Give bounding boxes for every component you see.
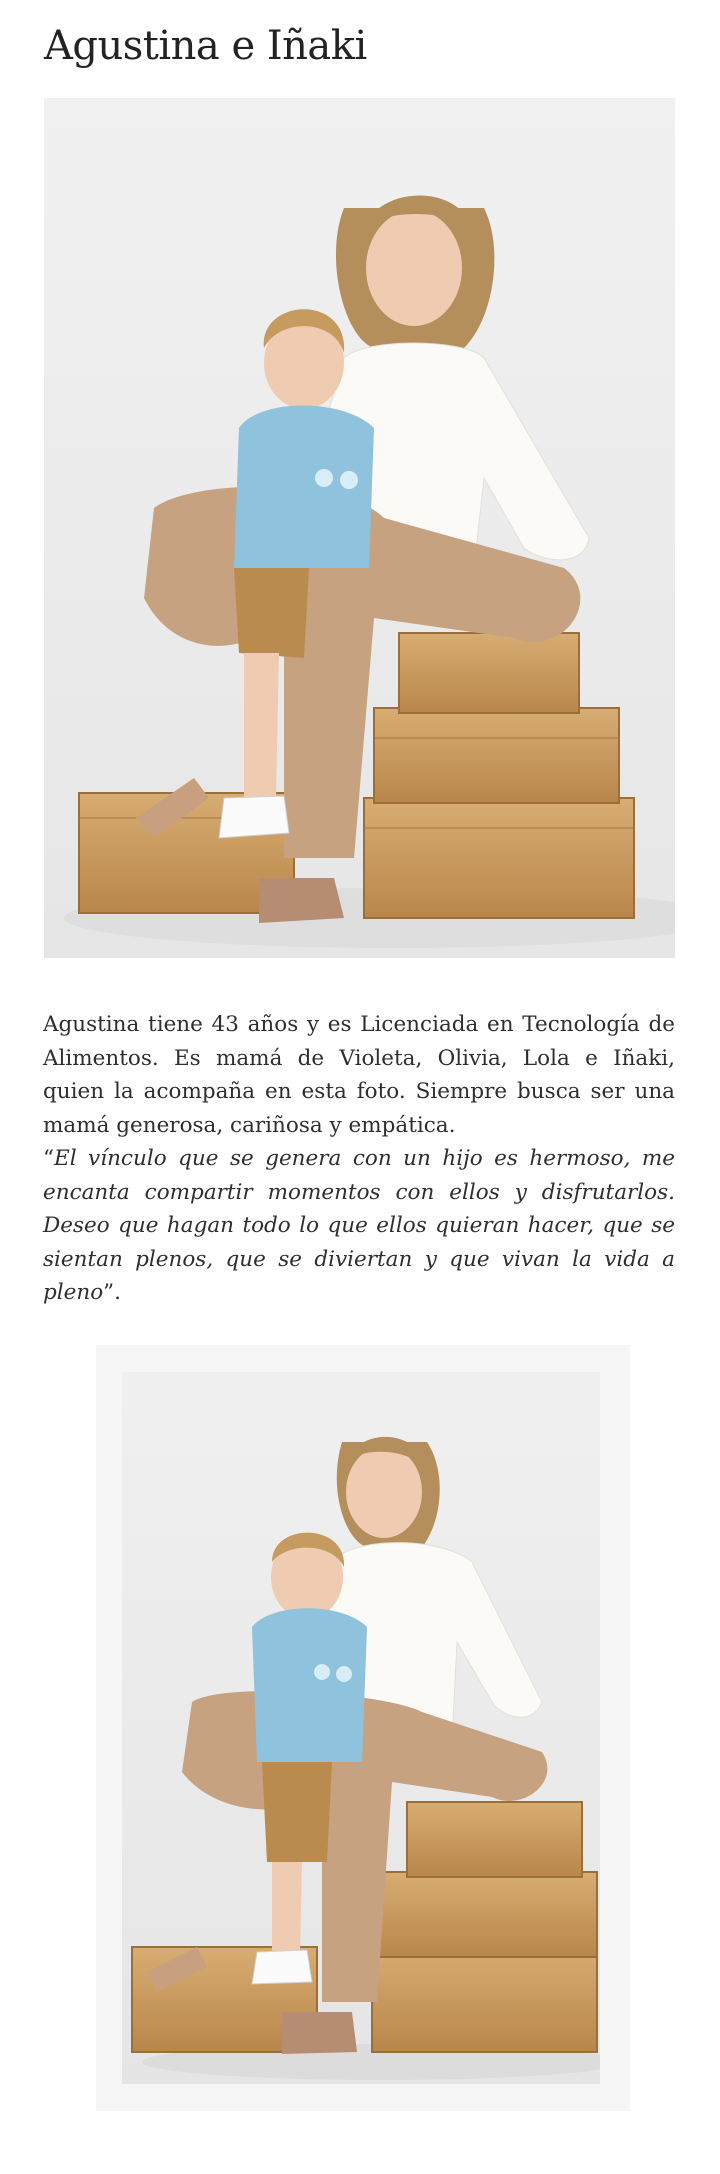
bio-paragraph: Agustina tiene 43 años y es Licenciada en Tecnología de Alimentos. Es mamá de Violeta, Olivia, Lola e Iñaki, quien la acompaña en esta foto. Siempre busca ser una mamá generosa, cariñosa y empática. [43,1012,675,1138]
quote-paragraph [43,1142,675,1310]
article-text [43,1008,675,1310]
quote-close-mark: ”. [103,1280,121,1305]
photo-mother-and-son-hug [122,1372,600,2084]
quote-text: El vínculo que se genera con un hijo es hermoso, me encanta compartir momentos con ellos y disfrutarlos. Deseo que hagan todo lo que ellos quieran hacer, que se sientan plenos, que se diviertan y que vivan la vida a pleno [43,1146,675,1305]
photo-illustration [44,98,675,958]
photo-mother-and-son-seated [44,98,675,958]
photo-illustration-2 [122,1372,600,2084]
page-title: Agustina e Iñaki [44,23,367,69]
quote-open-mark: “ [43,1146,54,1171]
